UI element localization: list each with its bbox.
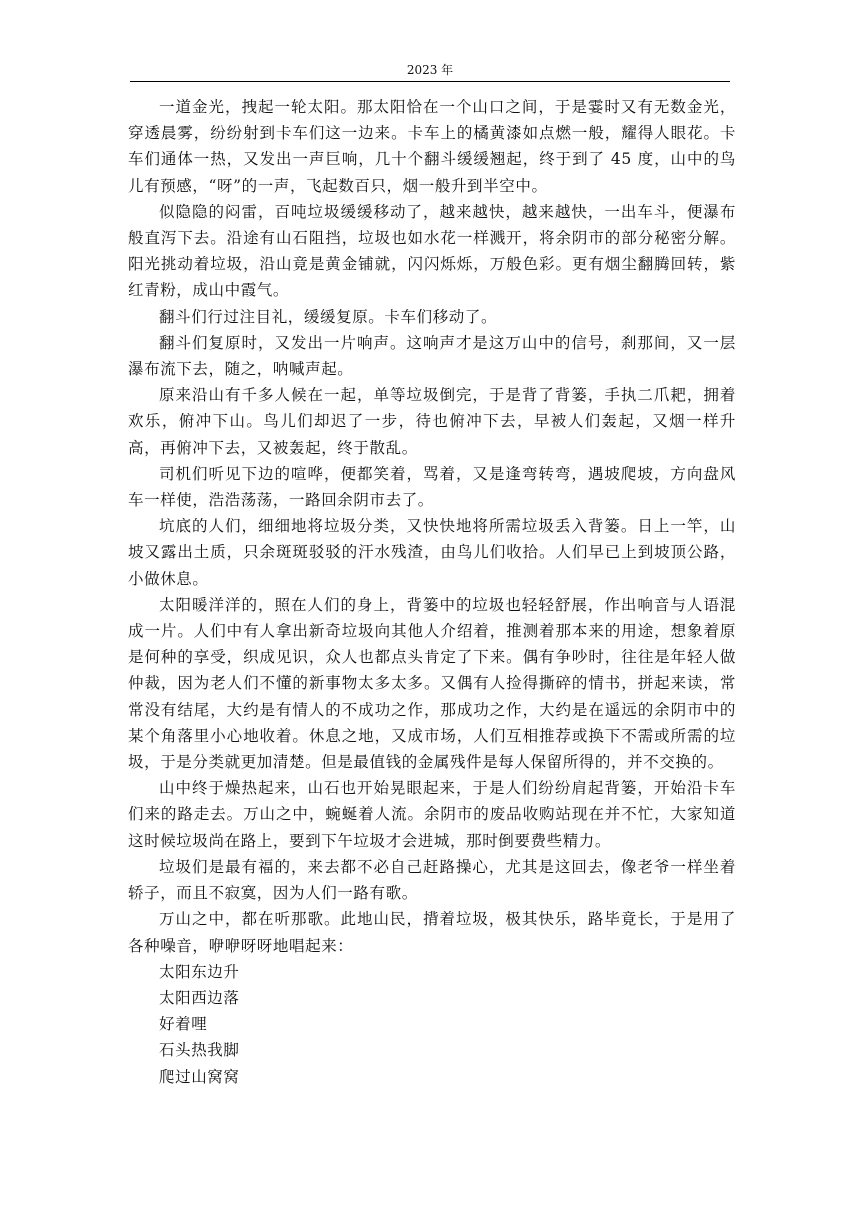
verse-line: 太阳东边升 — [159, 962, 240, 981]
page-header: 2023 年 — [406, 63, 454, 77]
paragraph: 翻斗们复原时，又发出一片响声。这响声才是这万山中的信号，刹那间，又一层瀑布流下去，随之，呐喊声起。 — [128, 333, 736, 379]
paragraph: 原来沿山有千多人候在一起，单等垃圾倒完，于是背了背篓，手执二爪耙，拥着欢乐，俯冲下山。鸟儿们却迟了一步，待也俯冲下去，早被人们轰起，又烟一样升高，再俯冲下去，又被轰起，终于散乱。 — [128, 386, 736, 457]
paragraph: 翻斗们行过注目礼，缓缓复原。卡车们移动了。 — [159, 307, 498, 326]
paragraph: 坑底的人们，细细地将垃圾分类，又快快地将所需垃圾丢入背篓。日上一竿，山坡又露出土质，只余斑斑驳驳的汗水残渣，由鸟儿们收拾。人们早已上到坡顶公路，小做休息。 — [128, 517, 736, 588]
header-divider — [130, 81, 730, 82]
verse-line: 好着哩 — [159, 1015, 208, 1034]
paragraph: 山中终于燥热起来，山石也开始晃眼起来，于是人们纷纷肩起背篓，开始沿卡车们来的路走去。万山之中，蜿蜒着人流。余阴市的废品收购站现在并不忙，大家知道这时候垃圾尚在路上，要到下午垃圾才会进城，那时倒要费些精力。 — [128, 779, 736, 850]
verse-line: 爬过山窝窝 — [159, 1067, 240, 1086]
paragraph: 垃圾们是最有福的，来去都不必自己赶路操心，尤其是这回去，像老爷一样坐着轿子，而且不寂寞，因为人们一路有歌。 — [128, 857, 736, 903]
article-body — [128, 94, 736, 1090]
paragraph: 似隐隐的闷雷，百吨垃圾缓缓移动了，越来越快，越来越快，一出车斗，便瀑布般直泻下去。沿途有山石阻挡，垃圾也如水花一样溅开，将余阴市的部分秘密分解。阳光挑动着垃圾，沿山竟是黄金铺就，闪闪烁烁，万般色彩。更有烟尘翻腾回转，紫红青粉，成山中霞气。 — [128, 202, 736, 300]
verse-line: 石头热我脚 — [159, 1041, 240, 1060]
paragraph: 太阳暖洋洋的，照在人们的身上，背篓中的垃圾也轻轻舒展，作出响音与人语混成一片。人们中有人拿出新奇垃圾向其他人介绍着，推测着那本来的用途，想象着原是何种的享受，织成见识，众人也都点头肯定了下来。偶有争吵时，往往是年轻人做仲裁，因为老人们不懂的新事物太多太多。又偶有人捡得撕碎的情书，拼起来读，常常没有结尾，大约是有情人的不成功之作，那成功之作，大约是在遥远的余阴市中的某个角落里小心地收着。休息之地，又成市场，人们互相推荐或换下不需或所需的垃圾，于是分类就更加清楚。但是最值钱的金属残件是每人保留所得的，并不交换的。 — [128, 595, 736, 772]
verse-line: 太阳西边落 — [159, 988, 240, 1007]
paragraph: 司机们听见下边的喧哗，便都笑着，骂着，又是逢弯转弯，遇坡爬坡，方向盘风车一样使，浩浩荡荡，一路回余阴市去了。 — [128, 464, 736, 510]
paragraph: 万山之中，都在听那歌。此地山民，揹着垃圾，极其快乐，路毕竟长，于是用了各种噪音，咿咿呀呀地唱起来： — [128, 910, 736, 955]
paragraph: 一道金光，拽起一轮太阳。那太阳恰在一个山口之间，于是霎时又有无数金光，穿透晨雾，纷纷射到卡车们这一边来。卡车上的橘黄漆如点燃一般，耀得人眼花。卡车们通体一热，又发出一声巨响，几十个翻斗缓缓翘起，终于到了 45 度，山中的鸟儿有预感，“呀”的一声，飞起数百只，烟一般升到半空中。 — [128, 98, 736, 195]
